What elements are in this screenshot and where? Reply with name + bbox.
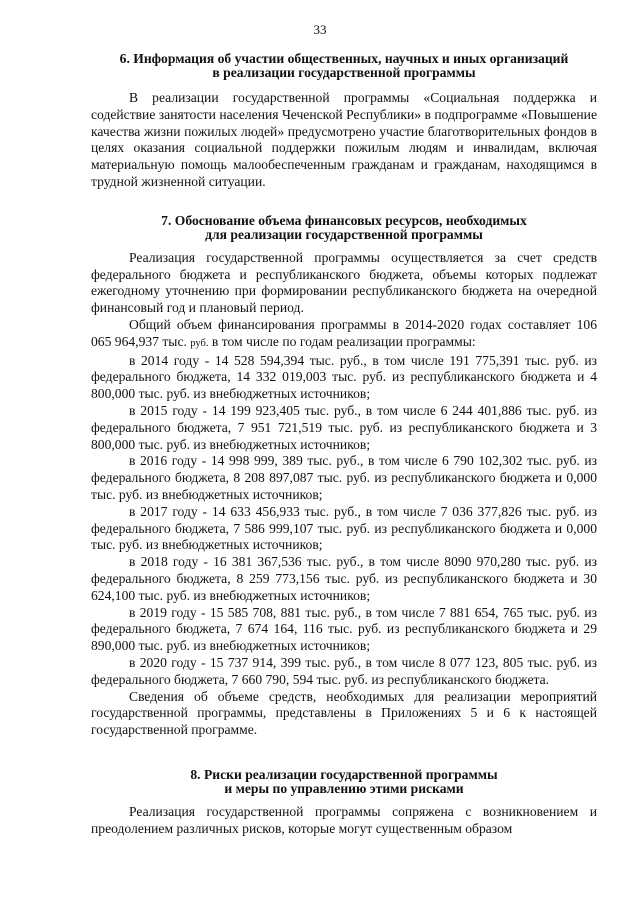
total-funding-rest: в том числе по годам реализации программы: [208, 333, 476, 349]
section-7-heading-line-2: для реализации государственной программы [205, 226, 483, 242]
funding-sources-paragraph: Реализация государственной программы осуществляется за счет средств федерального бюджета и республиканского бюджета, объемы которых подлежат ежегодному уточнению при формировании республиканского бюджета на очередной финансовый год и плановый период. [91, 249, 597, 316]
funding-2017-paragraph: в 2017 году - 14 633 456,933 тыс. руб., в том числе 7 036 377,826 тыс. руб. из федерального бюджета, 7 586 999,107 тыс. руб. из республиканского бюджета и 0,000 тыс. руб. из внебюджетных источников; [91, 503, 597, 553]
section-6-heading [91, 52, 597, 80]
page-number: 33 [313, 22, 327, 37]
total-funding-amount: 106 065 964,937 тыс. [91, 316, 597, 349]
funding-2020-paragraph: в 2020 году - 15 737 914, 399 тыс. руб., в том числе 8 077 123, 805 тыс. руб. из федерального бюджета, 7 660 790, 594 тыс. руб. из республиканского бюджета. [91, 654, 597, 687]
section-6-heading-line-2: в реализации государственной программы [212, 65, 476, 80]
appendix-reference-paragraph: Сведения об объеме средств, необходимых для реализации мероприятий государственной программы, представлены в Приложениях 5 и 6 к настоящей государственной программе. [91, 688, 597, 738]
funding-2016-paragraph: в 2016 году - 14 998 999, 389 тыс. руб., в том числе 6 790 102,302 тыс. руб. из федерального бюджета, 8 208 897,087 тыс. руб. из республиканского бюджета и 0,000 тыс. руб. из внебюджетных источников; [91, 453, 597, 502]
funding-2014-paragraph: в 2014 году - 14 528 594,394 тыс. руб., в том числе 191 775,391 тыс. руб. из федерального бюджета, 14 332 019,003 тыс. руб. из республиканского бюджета и 4 800,000 тыс. руб. из внебюджетных источников; [91, 352, 597, 402]
document-body [91, 52, 597, 837]
total-funding-intro: Общий объем финансирования программы в 2014-2020 годах составляет [129, 316, 571, 332]
funding-2018-paragraph: в 2018 году - 16 381 367,536 тыс. руб., в том числе 8090 970,280 тыс. руб. из федерального бюджета, 8 259 773,156 тыс. руб. из республиканского бюджета и 30 624,100 тыс. руб. из внебюджетных источников; [91, 554, 597, 603]
section-7-heading [91, 214, 597, 242]
total-funding-paragraph [91, 317, 597, 353]
funding-2019-paragraph: в 2019 году - 15 585 708, 881 тыс. руб., в том числе 7 881 654, 765 тыс. руб. из федерального бюджета, 7 674 164, 116 тыс. руб. из республиканского бюджета и 29 890,000 тыс. руб. из внебюджетных источников; [91, 604, 597, 654]
section-8-heading-line-1: 8. Риски реализации государственной программы [190, 766, 498, 782]
section-7-heading-line-1: 7. Обоснование объема финансовых ресурсов, необходимых [161, 212, 527, 228]
section-6-heading-line-1: 6. Информация об участии общественных, научных и иных организаций [119, 51, 569, 66]
section-6-paragraph: В реализации государственной программы «Социальная поддержка и содействие занятости населения Чеченской Республики» в подпрограмме «Повышение качества жизни пожилых людей» предусмотрено участие благотворительных фондов в целях оказания социальной поддержки пожилым людям и инвалидам, включая материальную помощь малообеспеченным гражданам и гражданам, находящимся в трудной жизненной ситуации. [91, 90, 597, 189]
total-funding-unit: руб. [190, 337, 209, 349]
section-8-heading [91, 768, 597, 796]
section-8-heading-line-2: и меры по управлению этими рисками [224, 780, 464, 796]
risks-paragraph: Реализация государственной программы сопряжена с возникновением и преодолением различных рисков, которые могут существенным образом [91, 803, 597, 836]
funding-2015-paragraph: в 2015 году - 14 199 923,405 тыс. руб., в том числе 6 244 401,886 тыс. руб. из федерального бюджета, 7 951 721,519 тыс. руб. из республиканского бюджета и 3 800,000 тыс. руб. из внебюджетных источников; [91, 402, 597, 452]
